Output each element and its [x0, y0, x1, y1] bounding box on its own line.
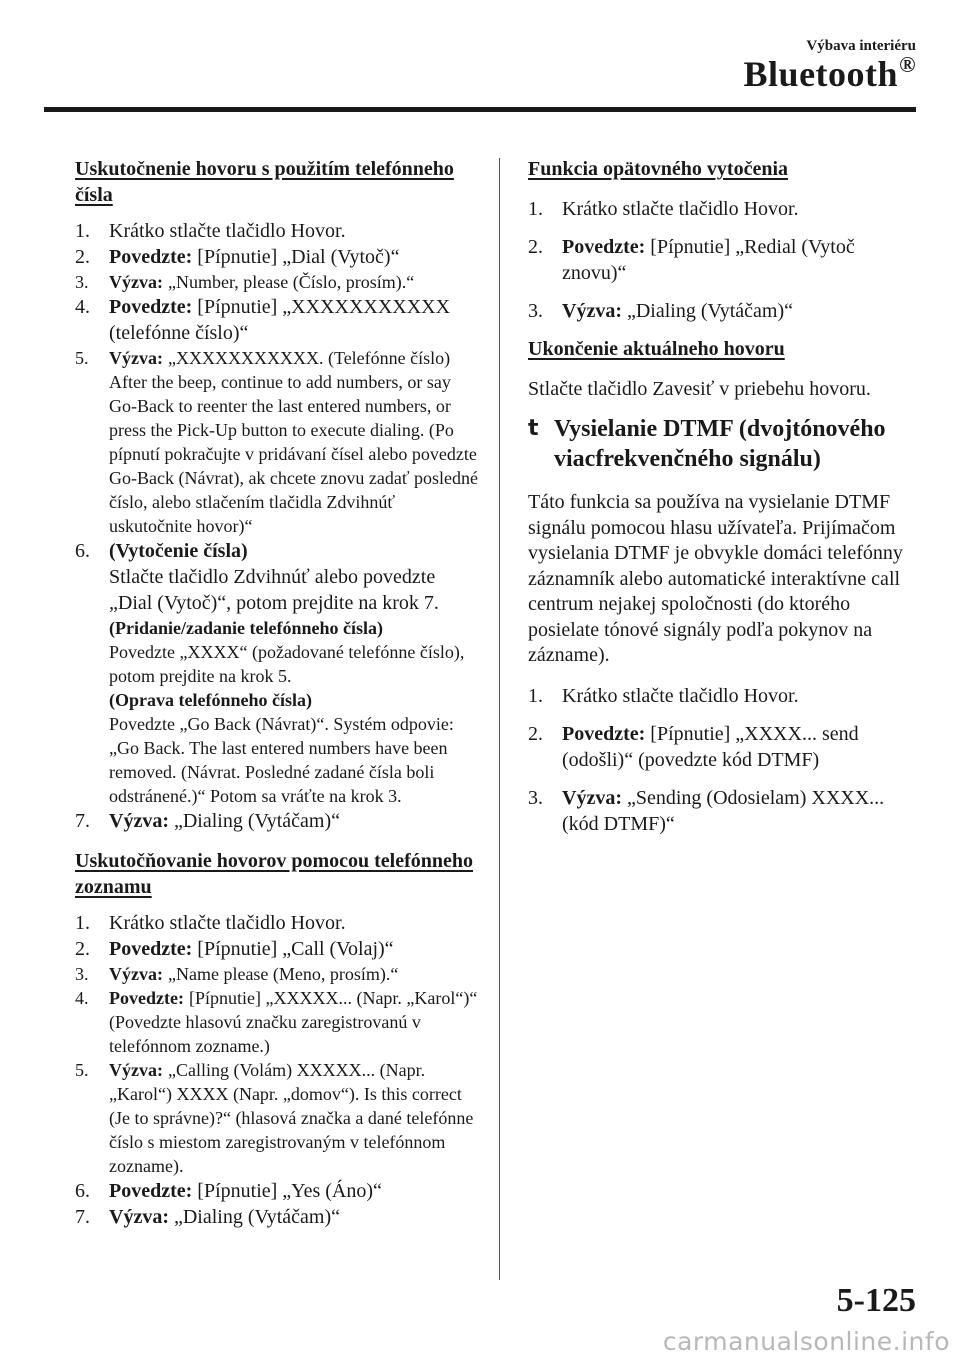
step-number: 6. — [75, 540, 90, 562]
heading-text: Vysielanie DTMF (dvojtónového viacfrekvenčného signálu) — [554, 416, 886, 472]
phonebook-steps — [75, 910, 479, 1230]
step-text: „Name please (Meno, prosím).“ — [167, 964, 399, 984]
step-number: 3. — [528, 786, 543, 809]
step-text: „Sending (Odosielam) XXXX... (kód DTMF)“ — [562, 786, 885, 835]
left-column — [75, 156, 479, 1240]
step-number: 3. — [75, 272, 89, 292]
step-number: 2. — [75, 246, 90, 268]
step-keyword: Povedzte: — [109, 1180, 193, 1202]
step-number: 7. — [75, 1206, 90, 1228]
step-item — [75, 1204, 479, 1230]
step-item — [75, 244, 479, 270]
step-number: 1. — [528, 198, 543, 220]
registered-mark: ® — [899, 52, 916, 77]
step-item — [75, 294, 479, 346]
step-text: „Dialing (Vytáčam)“ — [626, 300, 794, 322]
step-text: [Pípnutie] „Call (Volaj)“ — [197, 938, 394, 960]
step-number: 4. — [75, 296, 90, 318]
step-subheading: (Pridanie/zadanie telefónneho čísla) — [109, 618, 383, 638]
step-keyword: Povedzte: — [562, 722, 646, 745]
step-text: „Calling (Volám) XXXXX... (Napr. „Karol“) XXXX (Napr. „domov“). Is this correct (Je to správne)?“ (hlasová značka a dané telefónne číslo s miestom zaregistrovaným v telefónnom zozname). — [109, 1060, 474, 1176]
page-title-text: Bluetooth — [743, 54, 899, 94]
step-number: 2. — [528, 722, 543, 745]
step-number: 5. — [75, 1060, 89, 1080]
step-item — [75, 910, 479, 936]
step-text: [Pípnutie] „Yes (Áno)“ — [197, 1180, 382, 1202]
step-keyword: Povedzte: — [109, 988, 184, 1008]
step-number: 1. — [75, 912, 90, 934]
step-text: Krátko stlačte tlačidlo Hovor. — [562, 684, 799, 707]
step-number: 7. — [75, 810, 90, 832]
step-item — [528, 298, 918, 324]
step-number: 5. — [75, 348, 89, 368]
step-item — [75, 1058, 479, 1178]
step-keyword: Výzva: — [109, 810, 169, 832]
step-subheading: (Oprava telefónneho čísla) — [109, 690, 312, 710]
step-text: „Dialing (Vytáčam)“ — [173, 810, 341, 832]
watermark: carmanualsonline.info — [662, 1327, 950, 1356]
body-text: Stlačte tlačidlo Zavesiť v priebehu hovoru. — [528, 378, 871, 400]
body-text: Táto funkcia sa používa na vysielanie DTMF signálu pomocou hlasu užívateľa. Prijímačom vysielania DTMF je obvykle domáci telefónny záznamník alebo automatické interaktívne call centrum nejakej spoločnosti (do ktorého posielate tónové signály podľa pokynov na zázname). — [528, 491, 903, 666]
step-item — [75, 346, 479, 538]
step-text: Krátko stlačte tlačidlo Hovor. — [109, 912, 346, 934]
step-text: „Number, please (Číslo, prosím).“ — [167, 272, 415, 292]
step-text: [Pípnutie] „XXXXX... (Napr. „Karol“)“ (Povedzte hlasovú značku zaregistrovanú v telefónnom zozname.) — [109, 988, 478, 1056]
step-text: [Pípnutie] „Dial (Vytoč)“ — [197, 246, 400, 268]
step-number: 6. — [75, 1180, 90, 1202]
step-text: Povedzte „XXXX“ (požadované telefónne číslo), potom prejdite na krok 5. — [109, 642, 465, 686]
dial-number-steps — [75, 218, 479, 834]
step-text: Stlačte tlačidlo Zdvihnúť alebo povedzte „Dial (Vytoč)“, potom prejdite na krok 7. — [109, 566, 439, 614]
right-column — [528, 156, 918, 849]
page-number: 5-125 — [836, 1282, 916, 1319]
step-text: Krátko stlačte tlačidlo Hovor. — [109, 220, 346, 242]
step-text: [Pípnutie] „XXXX... send (odošli)“ (povedzte kód DTMF) — [562, 722, 859, 771]
major-heading — [528, 414, 918, 474]
section-heading: Uskutočnenie hovoru s použitím telefónneho čísla — [75, 158, 454, 206]
step-keyword: Povedzte: — [109, 938, 193, 960]
step-item — [528, 683, 918, 709]
step-text: Povedzte „Go Back (Návrat)“. Systém odpovie: „Go Back. The last entered numbers have been removed. (Návrat. Posledné zadané čísla boli odstránené.)“ Potom sa vráťte na krok 3. — [109, 714, 454, 806]
step-text: „Dialing (Vytáčam)“ — [173, 1206, 341, 1228]
step-number: 2. — [75, 938, 90, 960]
dtmf-steps — [528, 683, 918, 837]
step-keyword: Výzva: — [562, 300, 622, 322]
step-text: [Pípnutie] „Redial (Vytoč znovu)“ — [562, 236, 855, 284]
step-keyword: Výzva: — [109, 348, 163, 368]
step-number: 2. — [528, 236, 543, 258]
step-number: 1. — [75, 220, 90, 242]
step-keyword: Povedzte: — [109, 296, 193, 318]
step-item — [528, 234, 918, 286]
step-text: „XXXXXXXXXXX. (Telefónne číslo) After the beep, continue to add numbers, or say Go-Back to reenter the last entered numbers, or press the Pick-Up button to execute dialing. (Po pípnutí pokračujte v pridávaní čísel alebo povedzte Go-Back (Návrat), ak chcete znovu zadať posledné číslo, alebo stlačením tlačidla Zdvihnúť uskutočnite hovor)“ — [109, 348, 479, 536]
step-item — [528, 196, 918, 222]
step-item — [75, 936, 479, 962]
step-item — [75, 962, 479, 986]
step-keyword: Povedzte: — [109, 246, 193, 268]
step-keyword: Výzva: — [109, 272, 163, 292]
step-item — [75, 986, 479, 1058]
section-heading: Uskutočňovanie hovorov pomocou telefónneho zoznamu — [75, 850, 473, 898]
step-item — [75, 538, 479, 808]
step-number: 3. — [75, 964, 89, 984]
section-subtitle: Výbava interiéru — [806, 38, 916, 54]
step-keyword: Povedzte: — [562, 236, 646, 258]
step-text: [Pípnutie] „XXXXXXXXXXX (telefónne číslo)“ — [109, 296, 451, 344]
step-item — [75, 270, 479, 294]
step-keyword: Výzva: — [109, 1206, 169, 1228]
step-item — [528, 721, 918, 773]
section-heading: Ukončenie aktuálneho hovoru — [528, 338, 785, 360]
step-keyword: Výzva: — [109, 1060, 163, 1080]
section-heading: Funkcia opätovného vytočenia — [528, 158, 789, 180]
step-keyword: Výzva: — [562, 786, 622, 809]
step-text: Krátko stlačte tlačidlo Hovor. — [562, 198, 799, 220]
step-item — [75, 1178, 479, 1204]
redial-steps — [528, 196, 918, 324]
step-number: 3. — [528, 300, 543, 322]
step-subheading: (Vytočenie čísla) — [109, 540, 248, 562]
page-title — [744, 52, 916, 95]
column-divider — [499, 158, 500, 1280]
step-number: 4. — [75, 988, 89, 1008]
step-keyword: Výzva: — [109, 964, 163, 984]
header-rule — [44, 107, 916, 112]
step-item — [75, 808, 479, 834]
heading-marker-icon: t — [528, 416, 539, 441]
step-item — [528, 785, 918, 837]
step-number: 1. — [528, 684, 543, 707]
step-item — [75, 218, 479, 244]
